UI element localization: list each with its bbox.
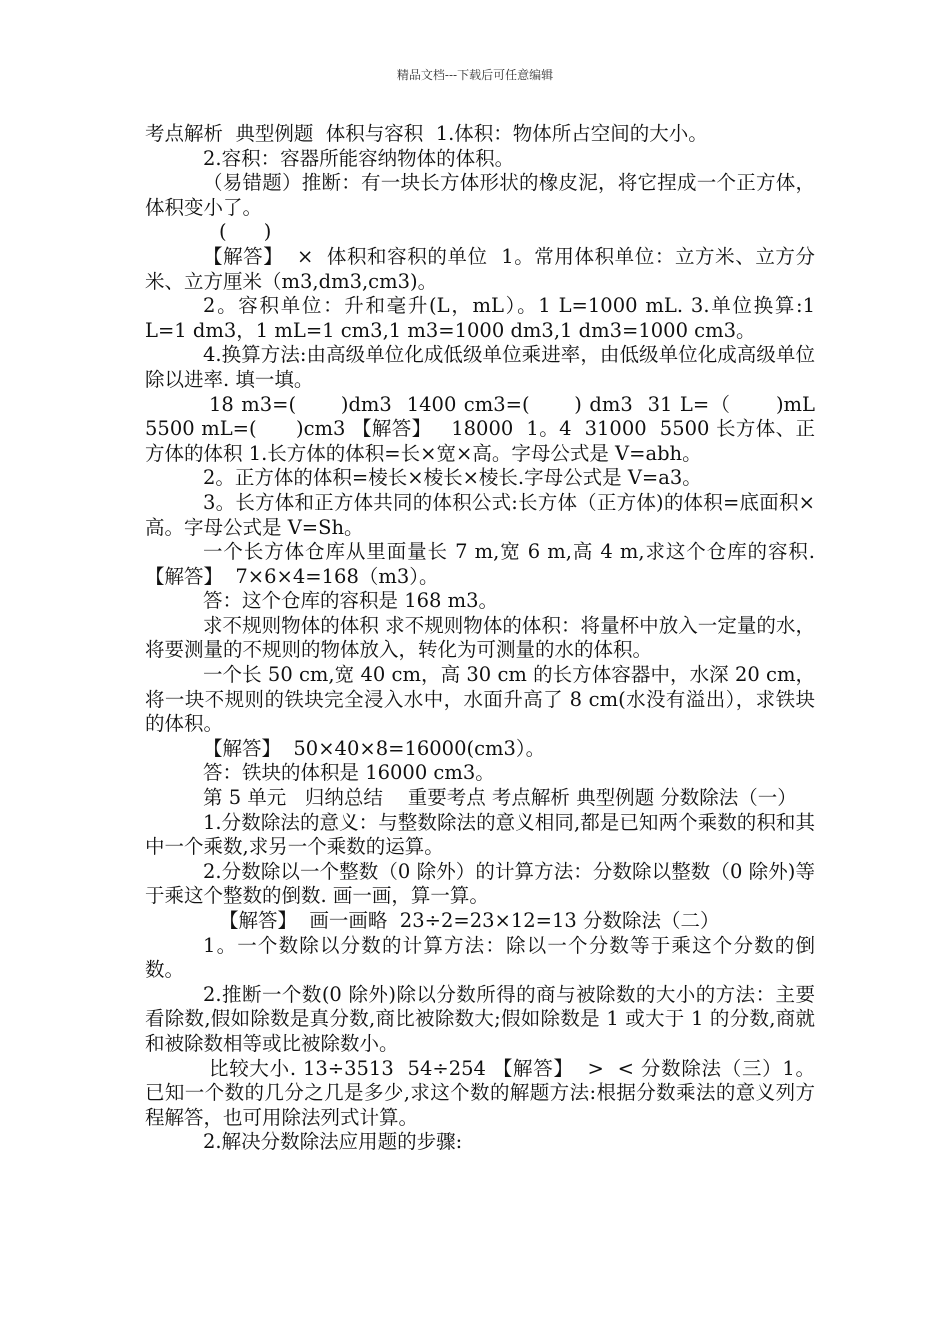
paragraph: 2。容积单位：升和毫升(L，mL）。1 L=1000 mL. 3.单位换算:1 L=1 dm3，1 mL=1 cm3,1 m3=1000 dm3,1 dm3=1000 cm3。 bbox=[145, 294, 822, 342]
paragraph: 2.分数除以一个整数（0 除外）的计算方法：分数除以整数（0 除外)等于乘这个整数的倒数. 画一画，算一算。 bbox=[145, 859, 815, 908]
page-header: 精品文档---下载后可任意编辑 bbox=[396, 68, 554, 82]
paragraph: 2。正方体的体积=棱长×棱长×棱长.字母公式是 V=a3。 bbox=[203, 466, 702, 490]
paragraph: （易错题）推断：有一块长方体形状的橡皮泥，将它捏成一个正方体，体积变小了。 bbox=[145, 171, 815, 219]
paragraph: 答：这个仓库的容积是 168 m3。 bbox=[203, 589, 499, 613]
paragraph: 【解答】 50×40×8=16000(cm3）。 bbox=[203, 736, 546, 760]
paragraph: 【解答】 × 体积和容积的单位 1。常用体积单位：立方米、立方分米、立方厘米（m3,dm3,cm3)。 bbox=[145, 244, 815, 293]
paragraph: 4.换算方法:由高级单位化成低级单位乘进率，由低级单位化成高级单位除以进率. 填一填。 bbox=[145, 343, 815, 391]
paragraph: 答：铁块的体积是 16000 cm3。 bbox=[203, 761, 495, 785]
paragraph: 1。一个数除以分数的计算方法：除以一个分数等于乘这个分数的倒数。 bbox=[145, 933, 815, 982]
paragraph: 求不规则物体的体积 求不规则物体的体积：将量杯中放入一定量的水，将要测量的不规则的物体放入，转化为可测量的水的体积。 bbox=[145, 613, 815, 662]
paragraph: 一个长方体仓库从里面量长 7 m,宽 6 m,高 4 m,求这个仓库的容积. 【解答】 7×6×4=168（m3）。 bbox=[145, 540, 822, 588]
paragraph: 第 5 单元 归纳总结 重要考点 考点解析 典型例题 分数除法（一） bbox=[203, 786, 797, 810]
paragraph: 考点解析 典型例题 体积与容积 1.体积：物体所占空间的大小。 bbox=[145, 122, 708, 145]
document-body bbox=[145, 122, 828, 1155]
paragraph: 一个长 50 cm,宽 40 cm，高 30 cm 的长方体容器中，水深 20 cm，将一块不规则的铁块完全浸入水中，水面升高了 8 cm(水没有溢出），求铁块的体积。 bbox=[145, 663, 815, 736]
paragraph: 3。长方体和正方体共同的体积公式:长方体（正方体)的体积=底面积×高。字母公式是 V=Sh。 bbox=[145, 490, 815, 539]
paragraph: ( ) bbox=[219, 220, 272, 244]
paragraph: 1.分数除法的意义：与整数除法的意义相同,都是已知两个乘数的积和其中一个乘数,求另一个乘数的运算。 bbox=[145, 810, 815, 859]
paragraph: 2.推断一个数(0 除外)除以分数所得的商与被除数的大小的方法：主要看除数,假如除数是真分数,商比被除数大;假如除数是 1 或大于 1 的分数,商就和被除数相等或比被除数小。 bbox=[145, 982, 815, 1055]
paragraph: 比较大小. 13÷3513 54÷254 【解答】 > < 分数除法（三）1。已知一个数的几分之几是多少,求这个数的解题方法:根据分数乘法的意义列方程解答，也可用除法列式计算。 bbox=[145, 1056, 815, 1129]
paragraph: 2.解决分数除法应用题的步骤: bbox=[203, 1130, 463, 1154]
paragraph: 2.容积：容器所能容纳物体的体积。 bbox=[203, 146, 515, 170]
paragraph: 18 m3=( )dm3 1400 cm3=( ) dm3 31 L=（ )mL 5500 mL=( )cm3 【解答】 18000 1。4 31000 5500 长方体、正方体的体积 1.长方体的体积=长×宽×高。字母公式是 V=abh。 bbox=[145, 392, 828, 465]
paragraph: 【解答】 画一画略 23÷2=23×12=13 分数除法（二） bbox=[219, 909, 720, 932]
